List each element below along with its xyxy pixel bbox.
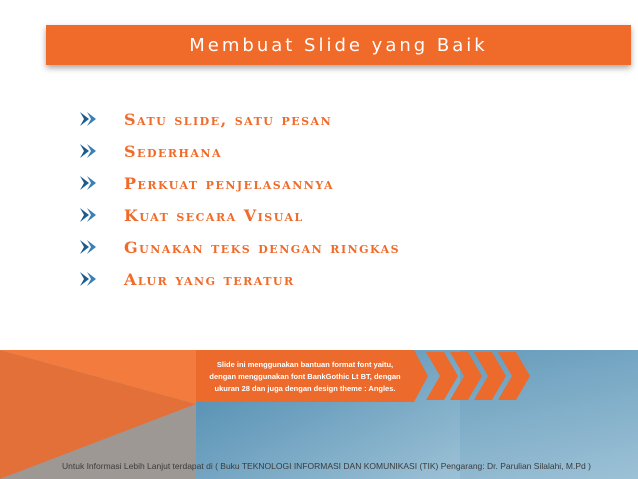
- bullet-list: [80, 103, 400, 295]
- callout-line: dengan menggunakan font BankGothic Lt BT, dengan: [209, 372, 401, 381]
- callout-line: Slide ini menggunakan bantuan format font yaitu,: [216, 360, 394, 369]
- bullet-item: [80, 231, 400, 263]
- double-chevron-arrow-icon: [80, 207, 102, 223]
- callout-box: [196, 352, 414, 402]
- bullet-item: [80, 135, 400, 167]
- double-chevron-arrow-icon: [80, 239, 102, 255]
- bullet-text: Sederhana: [124, 141, 223, 161]
- bullet-text: Gunakan teks dengan ringkas: [124, 237, 401, 257]
- source-note: Untuk Informasi Lebih Lanjut terdapat di ( Buku TEKNOLOGI INFORMASI DAN KOMUNIKASI (TIK) Pengarang: Dr. Parulian Silalahi, M.Pd ): [62, 461, 591, 471]
- double-chevron-arrow-icon: [80, 111, 102, 127]
- double-chevron-arrow-icon: [80, 271, 102, 287]
- callout-line: ukuran 28 dan juga dengan design theme : Angles.: [214, 384, 396, 393]
- bullet-text: Perkuat penjelasannya: [124, 173, 335, 193]
- slide-title: Membuat Slide yang Baik: [189, 34, 488, 56]
- bullet-item: [80, 263, 400, 295]
- bullet-item: [80, 103, 400, 135]
- bullet-text: Alur yang teratur: [124, 269, 295, 289]
- bullet-text: Satu slide, satu pesan: [124, 109, 333, 129]
- double-chevron-arrow-icon: [80, 143, 102, 159]
- bullet-item: [80, 199, 400, 231]
- bullet-item: [80, 167, 400, 199]
- double-chevron-arrow-icon: [80, 175, 102, 191]
- title-bar: [46, 25, 631, 65]
- bullet-text: Kuat secara Visual: [124, 205, 304, 225]
